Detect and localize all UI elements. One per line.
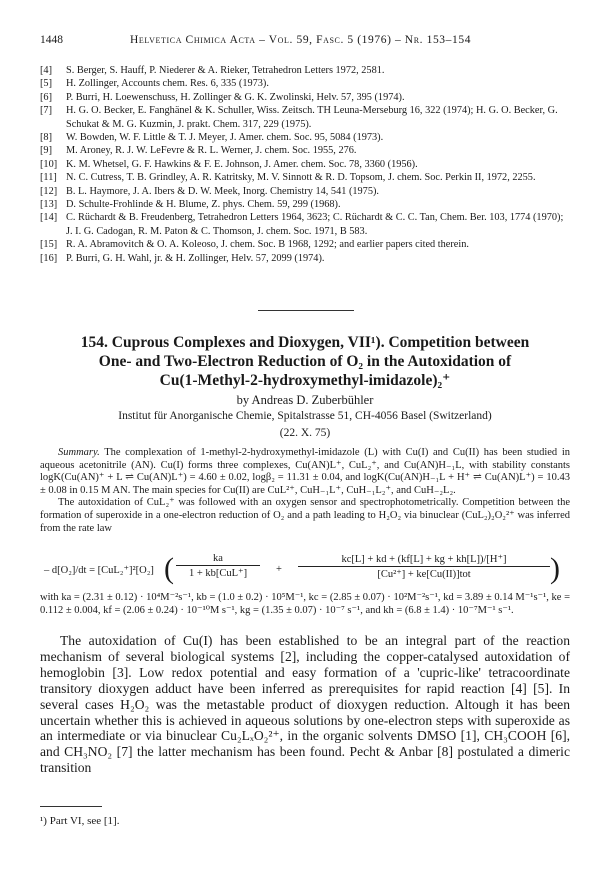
reference-text: K. M. Whetsel, G. F. Hawkins & F. E. Johnson, J. Amer. chem. Soc. 78, 3360 (1956). <box>66 158 418 170</box>
summary-paragraph: The autoxidation of CuL₂⁺ was followed with an oxygen sensor and spectrophotometrically. Competition between the formation of superoxide in a one-electron reduction of O₂ and a path leading to H₂O₂ via binuclear (CuL₂)₂O₂²⁺ was inferred from the rate law <box>40 497 570 534</box>
equation-plus: + <box>276 564 282 575</box>
reference-item <box>40 171 570 184</box>
reference-number: [16] <box>40 252 58 264</box>
reference-text: C. Rüchardt & B. Freudenberg, Tetrahedron Letters 1964, 3623; C. Rüchardt & C. C. Tan, Chem. Ber. 103, 1774 (1970); J. I. G. Cadogan, R. M. Paton & C. Thomson, J. chem. Soc. 1971, B 583. <box>66 212 564 237</box>
equation-fraction-2 <box>298 553 550 580</box>
title-line: 154. Cuprous Complexes and Dioxygen, VII¹). Competition between <box>80 334 530 351</box>
summary-paragraph <box>40 447 570 497</box>
reference-item <box>40 131 570 144</box>
reference-number: [8] <box>40 132 53 144</box>
summary-label: Summary. <box>58 447 100 458</box>
summary-text: The complexation of 1-methyl-2-hydroxymethyl-imidazole (L) with Cu(I) and Cu(II) has been studied in aqueous acetonitrile (AN). Cu(I) forms three complexes, Cu(AN)L⁺, CuL₂⁺, and Cu(AN)H₋₁L, with stability constants logK(Cu(AN)⁺ + L ⇌ Cu(AN)L⁺) = 4.60 ± 0.02, logβ₂ = 11.31 ± 0.04, and logK(Cu(AN)H₋₁L + H⁺ ⇌ Cu(AN)L⁺) = 10.43 ± 0.08 in 0.15 M AN. The main species for Cu(II) are CuL²⁺, CuH₋₁L⁺, CuH₋₁L₂⁺, and CuH₋₂L₂. <box>40 447 570 496</box>
reference-text: W. Bowden, W. F. Little & T. J. Meyer, J. Amer. chem. Soc. 95, 5084 (1973). <box>66 132 384 144</box>
reference-number: [5] <box>40 78 53 90</box>
reference-item <box>40 158 570 171</box>
reference-text: P. Burri, H. Loewenschuss, H. Zollinger & G. K. Zwolinski, Helv. 57, 395 (1974). <box>66 91 405 103</box>
reference-text: H. G. O. Becker, E. Fanghänel & K. Schuller, Wiss. Zeitsch. TH Leuna-Merseburg 16, 322 (1974); H. G. O. Becker, G. Schukat & M. G. Kuzmin, J. prakt. Chem. 317, 229 (1975). <box>66 105 558 130</box>
summary-block <box>40 447 570 535</box>
equation-lhs: – d[O₂]/dt = [CuL₂⁺]²[O₂] <box>44 565 154 576</box>
reference-text: S. Berger, S. Hauff, P. Niederer & A. Rieker, Tetrahedron Letters 1972, 2581. <box>66 65 385 76</box>
reference-text: D. Schulte-Frohlinde & H. Blume, Z. phys. Chem. 59, 299 (1968). <box>66 199 341 211</box>
reference-text: P. Burri, G. H. Wahl, jr. & H. Zollinger, Helv. 57, 2099 (1974). <box>66 252 325 264</box>
reference-number: [14] <box>40 212 58 224</box>
title-line: One- and Two-Electron Reduction of O₂ in the Autoxidation of <box>98 353 512 370</box>
rate-constants: with ka = (2.31 ± 0.12) · 10⁴M⁻²s⁻¹, kb = (1.0 ± 0.2) · 10⁵M⁻¹, kc = (2.85 ± 0.07) · 10²M⁻²s⁻¹, kd = 3.89 ± 0.14 M⁻¹s⁻¹, ke = 0.112 ± 0.004, kf = (2.06 ± 0.24) · 10⁻¹⁰M s⁻¹, kg = (1.35 ± 0.07) · 10⁻⁷ s⁻¹, and kh = (6.8 ± 1.4) · 10⁻⁷M⁻¹ s⁻¹. <box>40 592 570 616</box>
fraction-denominator: 1 + kb[CuL⁺] <box>188 568 248 579</box>
fraction-denominator: [Cu²⁺] + ke[Cu(II)]tot <box>377 569 471 580</box>
reference-text: R. A. Abramovitch & O. A. Koleoso, J. chem. Soc. B 1968, 1292; and earlier papers cited therein. <box>66 239 469 251</box>
reference-item <box>40 91 570 104</box>
footnote-rule <box>40 806 102 807</box>
author-affiliation: Institut für Anorganische Chemie, Spitalstrasse 51, CH-4056 Basel (Switzerland) <box>118 410 492 422</box>
reference-item <box>40 104 570 131</box>
footnote: ¹) Part VI, see [1]. <box>40 815 120 827</box>
body-paragraph: The autoxidation of Cu(I) has been established to be an integral part of the reaction mechanism of several biological systems [2], including the copper-catalysed autoxidation of hemoglobin [3]. Low redox potential and easy formation of a 'cupric-like' tetracoordinate transitory dioxygen adduct have been inferred as prerequisites for rapid reaction [4] [5]. In several cases H₂O₂ was the metastable product of dioxygen reduction. Altough it has been uncertain whether this is achieved in aqueous solutions by one-electron steps with superoxide as an intermediate or via binuclear Cu₂LₓO₂²⁺, in the organic solvents DMSO [1], CH₃COOH [6], and CH₃NO₂ [7] the latter mechanism has been found. Pecht & Anbar [8] postulated a dimeric transition <box>40 633 570 776</box>
reference-item <box>40 64 570 77</box>
reference-item <box>40 198 570 211</box>
reference-text: H. Zollinger, Accounts chem. Res. 6, 335 (1973). <box>66 78 269 90</box>
reference-item <box>40 185 570 198</box>
reference-item <box>40 238 570 251</box>
reference-text: M. Aroney, R. J. W. LeFevre & R. L. Werner, J. chem. Soc. 1955, 276. <box>66 145 357 157</box>
rate-law-equation <box>40 552 570 590</box>
reference-number: [15] <box>40 239 58 251</box>
reference-text: N. C. Cutress, T. B. Grindley, A. R. Katritsky, M. V. Sinnott & R. D. Topsom, J. chem. Soc. Perkin II, 1972, 2255. <box>66 172 536 184</box>
reference-number: [7] <box>40 105 53 117</box>
body-text <box>40 633 570 776</box>
section-divider <box>258 310 354 311</box>
title-line: Cu(1-Methyl-2-hydroxymethyl-imidazole)₂⁺ <box>159 372 451 389</box>
reference-item <box>40 211 570 238</box>
equation-fraction-1 <box>176 553 260 579</box>
fraction-numerator: ka <box>176 553 260 566</box>
reference-item <box>40 77 570 90</box>
reference-number: [13] <box>40 199 58 211</box>
reference-number: [12] <box>40 185 58 197</box>
reference-number: [9] <box>40 145 53 157</box>
running-header <box>40 34 570 50</box>
article-title <box>40 333 570 390</box>
equation-paren-right: ) <box>550 552 560 585</box>
journal-title: Helvetica Chimica Acta – Vol. 59, Fasc. 5 (1976) – Nr. 153–154 <box>130 34 472 46</box>
page-number: 1448 <box>40 34 63 46</box>
reference-list <box>40 64 570 265</box>
reference-number: [4] <box>40 65 53 76</box>
reference-item <box>40 252 570 265</box>
equation-paren-left: ( <box>164 552 174 585</box>
reference-item <box>40 144 570 157</box>
author-byline: by Andreas D. Zuberbühler <box>236 393 374 407</box>
reference-number: [11] <box>40 172 57 184</box>
reference-text: B. L. Haymore, J. A. Ibers & D. W. Meek, Inorg. Chemistry 14, 541 (1975). <box>66 185 379 197</box>
received-date: (22. X. 75) <box>279 427 331 439</box>
reference-number: [10] <box>40 158 58 170</box>
fraction-numerator: kc[L] + kd + (kf[L] + kg + kh[L])/[H⁺] <box>298 553 550 567</box>
reference-number: [6] <box>40 91 53 103</box>
